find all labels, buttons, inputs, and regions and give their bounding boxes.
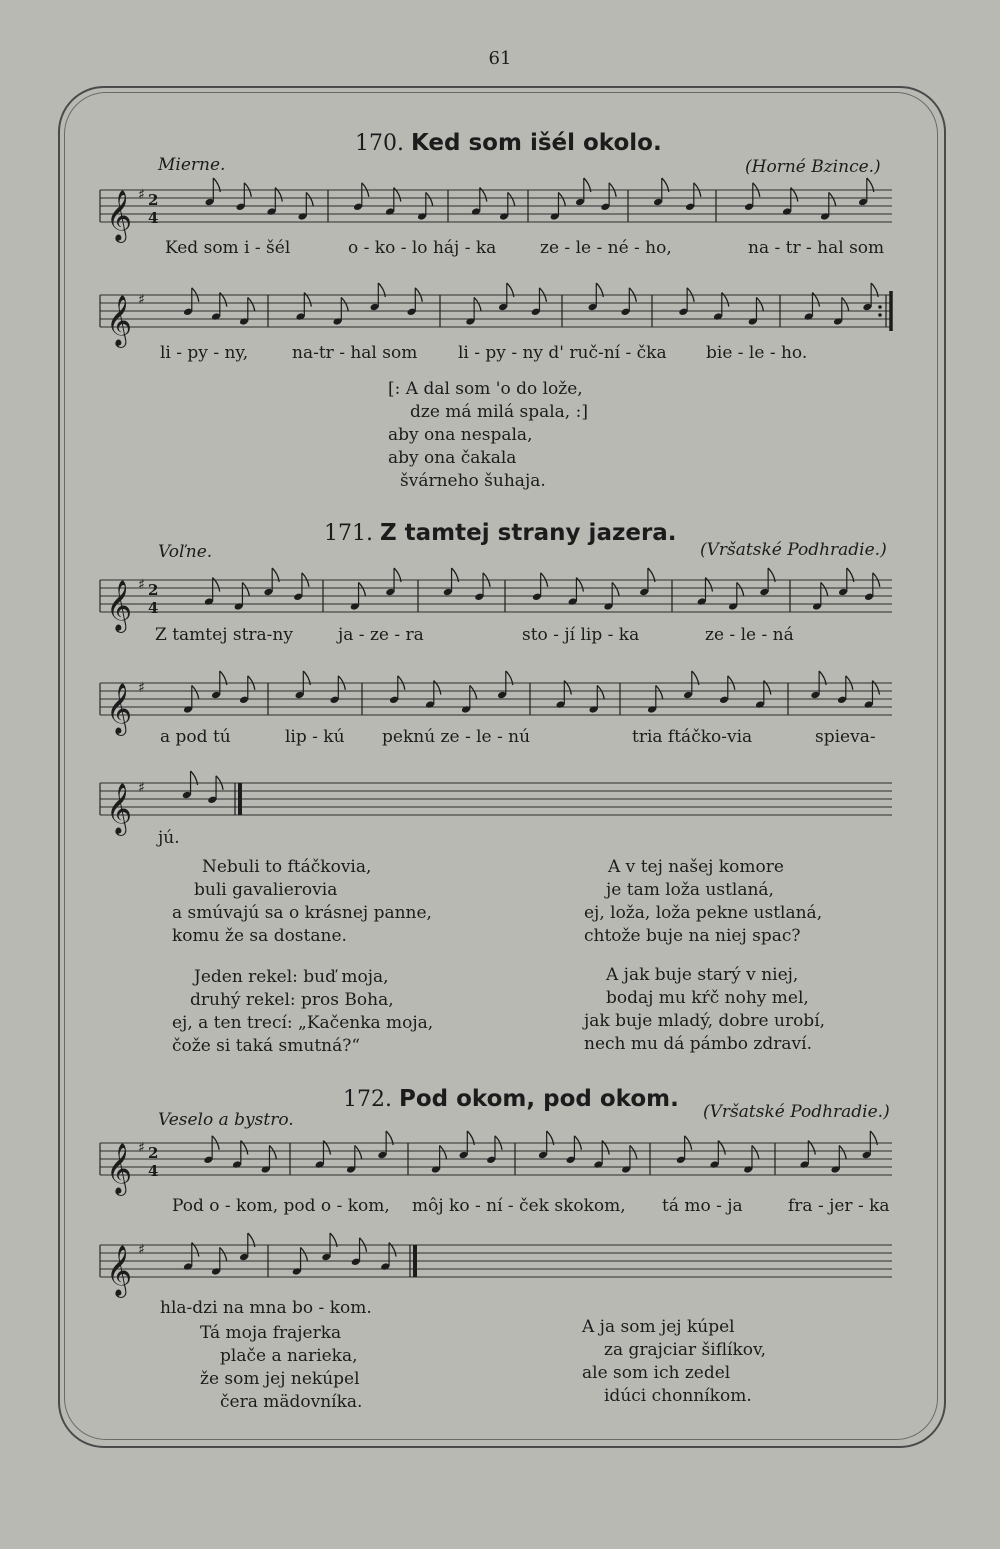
note-flag — [341, 297, 348, 311]
song-172-title — [343, 1086, 679, 1112]
key-sharp-icon: ♯ — [138, 780, 145, 796]
time-signature-top: 2 — [148, 1144, 159, 1162]
verse-line: ale som ich zedel — [582, 1363, 731, 1383]
key-sharp-icon: ♯ — [138, 680, 145, 696]
verse-line: plače a narieka, — [220, 1346, 358, 1366]
treble-clef-icon: 𝄞 — [106, 783, 133, 834]
song-172-name: Pod okom, pod okom. — [398, 1086, 679, 1112]
note-flag — [242, 582, 249, 596]
song-170-title — [355, 130, 662, 156]
treble-clef-icon: 𝄞 — [106, 295, 133, 346]
note-flag — [752, 1145, 759, 1159]
song-171-tempo: Voľne. — [158, 542, 213, 562]
note-flag — [597, 685, 604, 699]
verse-line: buli gavalierovia — [194, 880, 338, 900]
verse-line: aby ona nespala, — [388, 425, 533, 445]
lyric-syllables: sto - jí lip - ka — [522, 625, 640, 645]
verse-line: Tá moja frajerka — [200, 1323, 342, 1343]
note-flag — [612, 582, 619, 596]
treble-clef-icon: 𝄞 — [106, 683, 133, 734]
verse-line: aby ona čakala — [388, 448, 517, 468]
note-flag — [440, 1145, 447, 1159]
verse-line: je tam loža ustlaná, — [606, 880, 774, 900]
note-flag — [821, 582, 828, 596]
note-flag — [630, 1145, 637, 1159]
lyric-syllables: Pod o - kom, pod o - kom, — [172, 1196, 390, 1216]
lyric-syllables: môj ko - ní - ček skokom, — [412, 1196, 626, 1216]
time-signature-bottom: 4 — [148, 599, 159, 617]
song-170-origin: (Horné Bzince.) — [745, 157, 881, 177]
verse-line: A v tej našej komore — [608, 857, 784, 877]
lyric-syllables: li - py - ny d' ruč-ní - čka — [458, 343, 667, 363]
key-sharp-icon: ♯ — [138, 577, 145, 593]
note-flag — [737, 582, 744, 596]
note-flag — [355, 1145, 362, 1159]
verse-line: ej, a ten trecí: „Kačenka moja, — [172, 1013, 434, 1033]
time-signature-bottom: 4 — [148, 1162, 159, 1180]
song-172-verse-right — [582, 1316, 766, 1408]
song-170-name: Ked som išél okolo. — [410, 130, 662, 156]
note-flag — [192, 685, 199, 699]
note-flag — [269, 1145, 276, 1159]
repeat-dot — [878, 305, 882, 309]
verse-line: druhý rekel: pros Boha, — [190, 990, 394, 1010]
note-flag — [248, 297, 255, 311]
lyric-syllables: a pod tú — [160, 727, 231, 747]
treble-clef-icon: 𝄞 — [106, 1245, 133, 1296]
note-flag — [558, 192, 565, 206]
verse-line: a smúvajú sa o krásnej panne, — [172, 903, 432, 923]
lyric-syllables: tá mo - ja — [662, 1196, 743, 1216]
note-flag — [839, 1145, 846, 1159]
time-signature-top: 2 — [148, 581, 159, 599]
note-flag — [656, 685, 663, 699]
lyric-syllables: li - py - ny, — [160, 343, 249, 363]
repeat-dot — [878, 313, 882, 317]
song-170-number: 170. — [355, 131, 404, 156]
song-170-verse — [388, 378, 588, 493]
song-172-number: 172. — [343, 1087, 392, 1112]
lyric-syllables: Z tamtej stra-ny — [155, 625, 293, 645]
verse-line: komu že sa dostane. — [172, 926, 347, 946]
verse-line: čera mädovníka. — [220, 1392, 363, 1412]
song-172-tempo: Veselo a bystro. — [158, 1110, 294, 1130]
song-172-verse-left — [200, 1322, 362, 1414]
lyric-syllables: ja - ze - ra — [338, 625, 424, 645]
lyric-syllables: jú. — [158, 828, 180, 848]
time-signature-bottom: 4 — [148, 209, 159, 227]
page-number: 61 — [488, 48, 512, 69]
verse-line: chtože buje na niej spac? — [584, 926, 801, 946]
note-flag — [756, 297, 763, 311]
song-171-number: 171. — [324, 521, 373, 546]
note-flag — [301, 1247, 308, 1261]
verse-line: za grajciar šiflíkov, — [604, 1340, 766, 1360]
verse-line: dze má milá spala, :] — [410, 402, 588, 422]
note-flag — [829, 192, 836, 206]
note-flag — [474, 297, 481, 311]
lyric-syllables: fra - jer - ka — [788, 1196, 890, 1216]
song-170-tempo: Mierne. — [158, 155, 226, 175]
song-171-verse-right-2 — [584, 964, 825, 1056]
song-171-name: Z tamtej strany jazera. — [379, 520, 677, 546]
song-171-verse-right-1 — [584, 856, 822, 948]
treble-clef-icon: 𝄞 — [106, 1143, 133, 1194]
note-flag — [470, 685, 477, 699]
lyric-syllables: spieva- — [815, 727, 876, 747]
lyric-syllables: lip - kú — [285, 727, 345, 747]
lyric-syllables: peknú ze - le - nú — [382, 727, 531, 747]
key-sharp-icon: ♯ — [138, 292, 145, 308]
verse-line: idúci chonníkom. — [604, 1386, 752, 1406]
lyric-syllables: ze - le - né - ho, — [540, 238, 672, 258]
lyric-syllables: o - ko - lo háj - ka — [348, 238, 497, 258]
treble-clef-icon: 𝄞 — [106, 190, 133, 241]
note-flag — [306, 192, 313, 206]
verse-line: [: A dal som 'o do lože, — [388, 379, 583, 399]
song-171-origin: (Vršatské Podhradie.) — [700, 540, 887, 560]
verse-line: Jeden rekel: buď moja, — [194, 967, 389, 987]
lyric-syllables: hla-dzi na mna bo - kom. — [160, 1298, 372, 1318]
verse-line: ej, loža, loža pekne ustlaná, — [584, 903, 823, 923]
note-flag — [220, 1247, 227, 1261]
song-171-title — [324, 520, 677, 546]
lyric-syllables: na - tr - hal som — [748, 238, 885, 258]
verse-line: švárneho šuhaja. — [400, 471, 546, 491]
key-sharp-icon: ♯ — [138, 187, 145, 203]
song-171-verse-left-1 — [172, 856, 432, 948]
note-flag — [508, 192, 515, 206]
verse-line: čože si taká smutná?“ — [172, 1036, 361, 1056]
song-172-origin: (Vršatské Podhradie.) — [703, 1102, 890, 1122]
verse-line: bodaj mu kŕč nohy mel, — [606, 988, 809, 1008]
verse-line: jak buje mladý, dobre urobí, — [584, 1011, 826, 1031]
time-signature-top: 2 — [148, 191, 159, 209]
lyric-syllables: bie - le - ho. — [706, 343, 808, 363]
note-flag — [359, 582, 366, 596]
verse-line: A jak buje starý v niej, — [606, 965, 799, 985]
treble-clef-icon: 𝄞 — [106, 580, 133, 631]
lyric-syllables: tria ftáčko-via — [632, 727, 753, 747]
verse-line: že som jej nekúpel — [200, 1369, 360, 1389]
key-sharp-icon: ♯ — [138, 1140, 145, 1156]
note-flag — [426, 192, 433, 206]
song-171-verse-left-2 — [172, 966, 433, 1058]
note-flag — [842, 297, 849, 311]
lyric-syllables: na-tr - hal som — [292, 343, 418, 363]
key-sharp-icon: ♯ — [138, 1242, 145, 1258]
verse-line: Nebuli to ftáčkovia, — [202, 857, 372, 877]
verse-line: nech mu dá pámbo zdraví. — [584, 1034, 812, 1054]
verse-line: A ja som jej kúpel — [582, 1317, 735, 1337]
lyric-syllables: ze - le - ná — [705, 625, 794, 645]
lyric-syllables: Ked som i - šél — [165, 238, 291, 258]
